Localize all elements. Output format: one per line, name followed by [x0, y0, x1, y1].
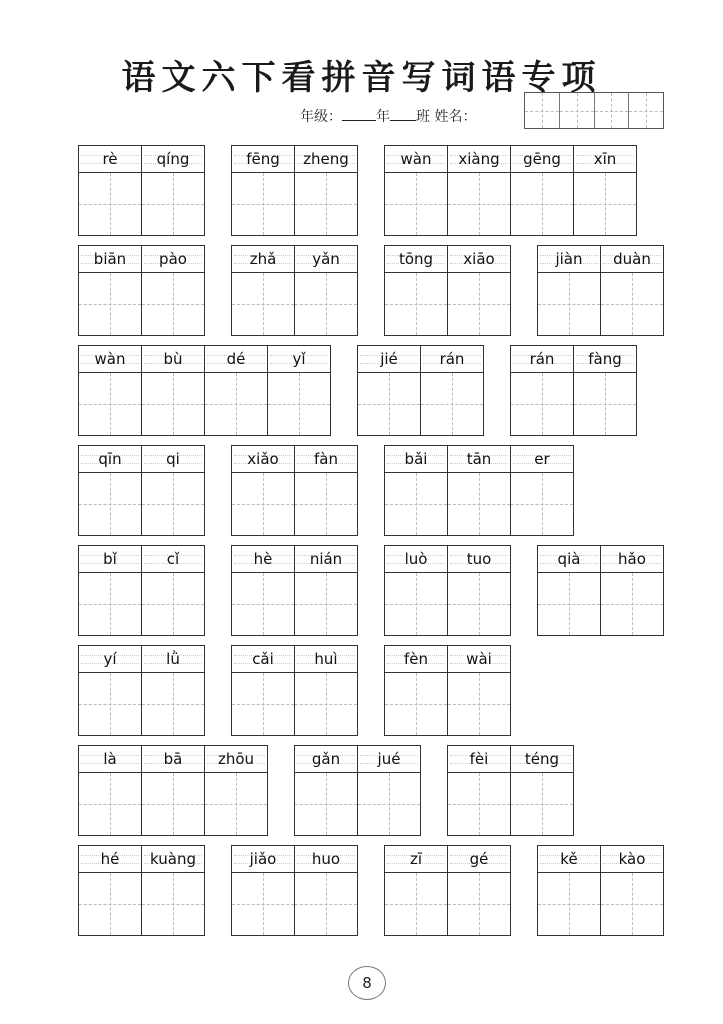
pinyin-box: [574, 346, 636, 373]
tianzige-writing-box[interactable]: [511, 173, 573, 235]
pinyin-box: [358, 346, 420, 373]
character-cell: [385, 545, 448, 636]
word-group: [537, 845, 664, 936]
pinyin-label: hǎo: [618, 550, 646, 568]
character-cell: [142, 145, 205, 236]
pinyin-box: [385, 646, 447, 673]
tianzige-writing-box[interactable]: [448, 673, 510, 735]
pinyin-box: [295, 546, 357, 573]
word-group: [384, 645, 511, 736]
pinyin-label: qíng: [156, 150, 190, 168]
pinyin-label: cǐ: [166, 550, 180, 568]
character-cell: [232, 445, 295, 536]
character-cell: [232, 845, 295, 936]
character-cell: [79, 845, 142, 936]
character-cell: [232, 245, 295, 336]
pinyin-label: là: [103, 750, 117, 768]
pinyin-label: nián: [309, 550, 343, 568]
tianzige-writing-box[interactable]: [232, 273, 294, 335]
pinyin-box: [295, 246, 357, 273]
pinyin-label: fèi: [469, 750, 489, 768]
pinyin-box: [142, 446, 204, 473]
word-group: [78, 345, 331, 436]
character-cell: [511, 145, 574, 236]
pinyin-box: [385, 446, 447, 473]
pinyin-label: huo: [311, 850, 341, 868]
character-cell: [385, 145, 448, 236]
page-title: 语文六下看拼音写词语专项: [121, 58, 602, 98]
tianzige-writing-box[interactable]: [601, 273, 663, 335]
word-group: [78, 245, 205, 336]
pinyin-box: [295, 146, 357, 173]
word-group: [78, 645, 205, 736]
character-cell: [142, 745, 205, 836]
pinyin-label: téng: [524, 750, 560, 768]
pinyin-label: bā: [163, 750, 183, 768]
character-cell: [295, 245, 358, 336]
pinyin-box: [79, 546, 141, 573]
character-cell: [385, 445, 448, 536]
year-char: 年: [376, 109, 390, 125]
pinyin-box: [295, 446, 357, 473]
pinyin-label: kuàng: [150, 850, 196, 868]
tianzige-writing-box[interactable]: [511, 473, 573, 535]
tianzige-writing-box[interactable]: [511, 773, 573, 835]
pinyin-box: [79, 846, 141, 873]
pinyin-box: [79, 646, 141, 673]
character-cell: [574, 345, 637, 436]
tianzige-writing-box[interactable]: [205, 373, 267, 435]
pinyin-box: [448, 746, 510, 773]
pinyin-label: jué: [377, 750, 401, 768]
pinyin-label: bù: [163, 350, 183, 368]
tianzige-writing-box[interactable]: [79, 373, 141, 435]
tianzige-writing-box[interactable]: [385, 173, 447, 235]
student-info: [300, 106, 476, 126]
pinyin-label: zheng: [303, 150, 349, 168]
character-cell: [511, 745, 574, 836]
name-box[interactable]: [595, 93, 630, 128]
pinyin-box: [421, 346, 483, 373]
tianzige-writing-box[interactable]: [538, 573, 600, 635]
word-group: [78, 445, 205, 536]
pinyin-box: [448, 846, 510, 873]
grade-label: 年级：: [300, 109, 342, 125]
character-cell: [295, 645, 358, 736]
tianzige-writing-box[interactable]: [448, 173, 510, 235]
word-group: [231, 245, 358, 336]
tianzige-writing-box[interactable]: [385, 673, 447, 735]
word-group: [537, 545, 664, 636]
tianzige-writing-box[interactable]: [295, 673, 357, 735]
character-cell: [79, 445, 142, 536]
pinyin-box: [601, 846, 663, 873]
word-group: [78, 545, 205, 636]
pinyin-box: [574, 146, 636, 173]
pinyin-label: rè: [102, 150, 118, 168]
tianzige-writing-box[interactable]: [79, 673, 141, 735]
tianzige-writing-box[interactable]: [142, 873, 204, 935]
character-cell: [205, 345, 268, 436]
pinyin-label: hé: [100, 850, 120, 868]
pinyin-box: [142, 246, 204, 273]
pinyin-label: fàng: [588, 350, 622, 368]
tianzige-writing-box[interactable]: [574, 173, 636, 235]
tianzige-writing-box[interactable]: [601, 573, 663, 635]
character-cell: [79, 145, 142, 236]
character-cell: [232, 145, 295, 236]
tianzige-writing-box[interactable]: [295, 273, 357, 335]
character-cell: [295, 745, 358, 836]
character-cell: [385, 845, 448, 936]
tianzige-writing-box[interactable]: [268, 373, 330, 435]
tianzige-writing-box[interactable]: [79, 173, 141, 235]
tianzige-writing-box[interactable]: [79, 773, 141, 835]
pinyin-label: qi: [166, 450, 180, 468]
pinyin-label: zhǎ: [249, 250, 277, 268]
character-cell: [295, 545, 358, 636]
pinyin-box: [232, 846, 294, 873]
tianzige-writing-box[interactable]: [142, 473, 204, 535]
pinyin-box: [205, 746, 267, 773]
tianzige-writing-box[interactable]: [385, 573, 447, 635]
character-cell: [601, 845, 664, 936]
tianzige-writing-box[interactable]: [574, 373, 636, 435]
pinyin-label: biān: [93, 250, 127, 268]
character-cell: [232, 545, 295, 636]
page-number: 8: [348, 966, 386, 1000]
pinyin-box: [538, 246, 600, 273]
character-cell: [574, 145, 637, 236]
character-cell: [448, 645, 511, 736]
tianzige-writing-box[interactable]: [142, 673, 204, 735]
word-group: [231, 845, 358, 936]
character-cell: [232, 645, 295, 736]
pinyin-box: [601, 546, 663, 573]
tianzige-writing-box[interactable]: [142, 773, 204, 835]
tianzige-writing-box[interactable]: [385, 273, 447, 335]
character-cell: [601, 245, 664, 336]
pinyin-box: [295, 646, 357, 673]
pinyin-box: [385, 146, 447, 173]
pinyin-box: [142, 546, 204, 573]
word-group: [384, 445, 574, 536]
character-cell: [538, 245, 601, 336]
character-cell: [142, 345, 205, 436]
tianzige-writing-box[interactable]: [232, 173, 294, 235]
tianzige-writing-box[interactable]: [295, 473, 357, 535]
pinyin-label: jiàn: [555, 250, 583, 268]
pinyin-box: [538, 846, 600, 873]
tianzige-writing-box[interactable]: [142, 173, 204, 235]
word-group: [294, 745, 421, 836]
character-cell: [79, 745, 142, 836]
pinyin-box: [511, 346, 573, 373]
grade-field[interactable]: [342, 106, 376, 121]
pinyin-label: zī: [409, 850, 423, 868]
pinyin-label: qīn: [98, 450, 122, 468]
pinyin-box: [448, 646, 510, 673]
pinyin-box: [79, 246, 141, 273]
pinyin-label: lǜ: [166, 650, 180, 668]
tianzige-writing-box[interactable]: [232, 873, 294, 935]
pinyin-label: pào: [159, 250, 187, 268]
pinyin-label: gé: [469, 850, 489, 868]
pinyin-label: zhōu: [217, 750, 255, 768]
pinyin-label: fèn: [403, 650, 429, 668]
pinyin-label: qià: [557, 550, 581, 568]
pinyin-box: [79, 446, 141, 473]
character-cell: [295, 445, 358, 536]
pinyin-label: yǎn: [312, 250, 340, 268]
tianzige-writing-box[interactable]: [79, 473, 141, 535]
character-cell: [205, 745, 268, 836]
word-group: [78, 845, 205, 936]
character-cell: [448, 145, 511, 236]
pinyin-box: [268, 346, 330, 373]
tianzige-writing-box[interactable]: [205, 773, 267, 835]
pinyin-box: [142, 346, 204, 373]
pinyin-label: er: [534, 450, 550, 468]
tianzige-writing-box[interactable]: [385, 473, 447, 535]
character-cell: [421, 345, 484, 436]
pinyin-box: [295, 746, 357, 773]
name-label: 姓名：: [434, 109, 477, 125]
pinyin-label: bǎi: [404, 450, 428, 468]
character-cell: [538, 545, 601, 636]
pinyin-box: [385, 246, 447, 273]
pinyin-label: kě: [560, 850, 578, 868]
pinyin-label: tuo: [466, 550, 492, 568]
pinyin-label: rán: [439, 350, 465, 368]
pinyin-label: dé: [226, 350, 246, 368]
pinyin-label: hè: [253, 550, 273, 568]
pinyin-box: [511, 146, 573, 173]
pinyin-box: [232, 146, 294, 173]
word-group: [78, 145, 205, 236]
character-cell: [142, 845, 205, 936]
pinyin-box: [79, 346, 141, 373]
name-box[interactable]: [525, 93, 560, 128]
pinyin-label: rán: [529, 350, 555, 368]
character-cell: [358, 745, 421, 836]
pinyin-label: xiàng: [458, 150, 500, 168]
character-cell: [142, 645, 205, 736]
word-group: [537, 245, 664, 336]
pinyin-box: [601, 246, 663, 273]
character-cell: [142, 545, 205, 636]
character-cell: [511, 345, 574, 436]
tianzige-writing-box[interactable]: [358, 773, 420, 835]
character-cell: [358, 345, 421, 436]
tianzige-writing-box[interactable]: [511, 373, 573, 435]
tianzige-writing-box[interactable]: [232, 473, 294, 535]
pinyin-box: [385, 546, 447, 573]
character-cell: [385, 245, 448, 336]
pinyin-box: [358, 746, 420, 773]
pinyin-label: wàn: [400, 150, 432, 168]
pinyin-label: wài: [466, 650, 492, 668]
tianzige-writing-box[interactable]: [538, 273, 600, 335]
tianzige-writing-box[interactable]: [79, 873, 141, 935]
pinyin-box: [295, 846, 357, 873]
tianzige-writing-box[interactable]: [295, 773, 357, 835]
pinyin-box: [448, 246, 510, 273]
pinyin-box: [448, 546, 510, 573]
pinyin-label: yǐ: [292, 350, 306, 368]
pinyin-box: [448, 146, 510, 173]
character-cell: [79, 545, 142, 636]
character-cell: [448, 745, 511, 836]
character-cell: [385, 645, 448, 736]
character-cell: [142, 445, 205, 536]
pinyin-label: duàn: [613, 250, 651, 268]
word-group: [447, 745, 574, 836]
tianzige-writing-box[interactable]: [385, 873, 447, 935]
character-cell: [79, 645, 142, 736]
pinyin-box: [232, 246, 294, 273]
pinyin-box: [448, 446, 510, 473]
character-cell: [511, 445, 574, 536]
name-boxes[interactable]: [524, 92, 664, 129]
tianzige-writing-box[interactable]: [421, 373, 483, 435]
pinyin-box: [511, 746, 573, 773]
pinyin-box: [79, 146, 141, 173]
pinyin-label: jiǎo: [249, 850, 277, 868]
word-group: [384, 545, 511, 636]
pinyin-box: [205, 346, 267, 373]
pinyin-label: fàn: [314, 450, 338, 468]
class-char: 班: [416, 109, 430, 125]
word-group: [78, 745, 268, 836]
pinyin-label: xiǎo: [247, 450, 279, 468]
pinyin-box: [142, 146, 204, 173]
pinyin-box: [79, 746, 141, 773]
pinyin-label: wàn: [94, 350, 126, 368]
character-cell: [142, 245, 205, 336]
tianzige-writing-box[interactable]: [448, 573, 510, 635]
tianzige-writing-box[interactable]: [601, 873, 663, 935]
tianzige-writing-box[interactable]: [448, 473, 510, 535]
tianzige-writing-box[interactable]: [295, 873, 357, 935]
word-group: [384, 145, 637, 236]
pinyin-box: [142, 646, 204, 673]
tianzige-writing-box[interactable]: [448, 773, 510, 835]
pinyin-box: [142, 846, 204, 873]
pinyin-label: kào: [618, 850, 646, 868]
pinyin-box: [232, 646, 294, 673]
character-cell: [448, 545, 511, 636]
tianzige-writing-box[interactable]: [142, 573, 204, 635]
name-box[interactable]: [560, 93, 595, 128]
pinyin-label: jié: [380, 350, 398, 368]
pinyin-label: xiāo: [463, 250, 495, 268]
word-group: [384, 245, 511, 336]
pinyin-label: tōng: [398, 250, 434, 268]
character-cell: [79, 345, 142, 436]
tianzige-writing-box[interactable]: [448, 873, 510, 935]
pinyin-label: cǎi: [252, 650, 274, 668]
pinyin-label: yí: [103, 650, 117, 668]
pinyin-label: luò: [404, 550, 428, 568]
word-group: [357, 345, 484, 436]
pinyin-label: huì: [314, 650, 338, 668]
name-box[interactable]: [629, 93, 663, 128]
character-cell: [295, 145, 358, 236]
character-cell: [601, 545, 664, 636]
word-group: [231, 145, 358, 236]
word-group: [231, 445, 358, 536]
tianzige-writing-box[interactable]: [295, 173, 357, 235]
character-cell: [448, 845, 511, 936]
tianzige-writing-box[interactable]: [79, 573, 141, 635]
pinyin-label: gēng: [523, 150, 561, 168]
word-group: [231, 645, 358, 736]
pinyin-box: [511, 446, 573, 473]
pinyin-box: [538, 546, 600, 573]
tianzige-writing-box[interactable]: [232, 673, 294, 735]
tianzige-writing-box[interactable]: [448, 273, 510, 335]
pinyin-box: [232, 546, 294, 573]
pinyin-label: bǐ: [103, 550, 117, 568]
word-group: [510, 345, 637, 436]
pinyin-box: [142, 746, 204, 773]
character-cell: [79, 245, 142, 336]
tianzige-writing-box[interactable]: [142, 373, 204, 435]
tianzige-writing-box[interactable]: [538, 873, 600, 935]
tianzige-writing-box[interactable]: [295, 573, 357, 635]
class-field[interactable]: [390, 106, 416, 121]
character-cell: [268, 345, 331, 436]
pinyin-box: [385, 846, 447, 873]
character-cell: [538, 845, 601, 936]
character-cell: [295, 845, 358, 936]
pinyin-label: fēng: [246, 150, 280, 168]
pinyin-box: [232, 446, 294, 473]
pinyin-label: gǎn: [311, 750, 341, 768]
pinyin-label: xīn: [593, 150, 617, 168]
tianzige-writing-box[interactable]: [358, 373, 420, 435]
word-group: [384, 845, 511, 936]
tianzige-writing-box[interactable]: [232, 573, 294, 635]
tianzige-writing-box[interactable]: [142, 273, 204, 335]
tianzige-writing-box[interactable]: [79, 273, 141, 335]
character-cell: [448, 445, 511, 536]
character-cell: [448, 245, 511, 336]
word-group: [231, 545, 358, 636]
pinyin-label: tān: [466, 450, 492, 468]
